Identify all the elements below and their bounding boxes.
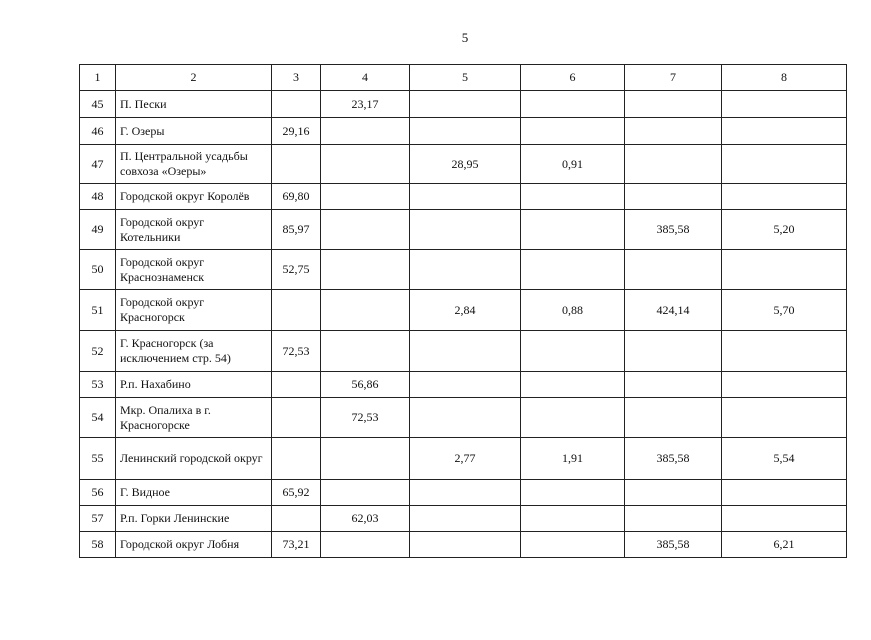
table-row	[80, 372, 847, 398]
cell-col5: 2,77	[410, 438, 521, 480]
row-number: 54	[80, 398, 116, 438]
cell-col4	[321, 145, 410, 184]
cell-col3: 72,53	[272, 331, 321, 372]
column-header: 2	[116, 65, 272, 91]
cell-col5	[410, 118, 521, 145]
cell-col6	[521, 210, 625, 250]
cell-col7	[625, 118, 722, 145]
header-row	[80, 65, 847, 91]
cell-col3	[272, 91, 321, 118]
cell-col6	[521, 184, 625, 210]
cell-col6: 0,88	[521, 290, 625, 331]
locality-name: Г. Красногорск (за исключением стр. 54)	[116, 331, 272, 372]
table-row	[80, 118, 847, 145]
cell-col7	[625, 250, 722, 290]
cell-col8: 5,70	[722, 290, 847, 331]
cell-col8	[722, 398, 847, 438]
locality-name: П. Центральной усадьбы совхоза «Озеры»	[116, 145, 272, 184]
cell-col6	[521, 91, 625, 118]
row-number: 49	[80, 210, 116, 250]
cell-col4	[321, 210, 410, 250]
row-number: 46	[80, 118, 116, 145]
cell-col3: 29,16	[272, 118, 321, 145]
cell-col7	[625, 91, 722, 118]
table-row	[80, 438, 847, 480]
cell-col8	[722, 184, 847, 210]
table-row	[80, 398, 847, 438]
cell-col3: 65,92	[272, 480, 321, 506]
cell-col3	[272, 145, 321, 184]
cell-col8	[722, 480, 847, 506]
cell-col3	[272, 506, 321, 532]
cell-col6	[521, 118, 625, 145]
cell-col3: 85,97	[272, 210, 321, 250]
table-row	[80, 250, 847, 290]
cell-col5	[410, 331, 521, 372]
column-header: 7	[625, 65, 722, 91]
column-header: 6	[521, 65, 625, 91]
cell-col4: 62,03	[321, 506, 410, 532]
row-number: 51	[80, 290, 116, 331]
locality-name: Ленинский городской округ	[116, 438, 272, 480]
cell-col8	[722, 372, 847, 398]
cell-col4	[321, 184, 410, 210]
locality-name: Городской округ Котельники	[116, 210, 272, 250]
column-header: 4	[321, 65, 410, 91]
table-row	[80, 480, 847, 506]
column-header: 3	[272, 65, 321, 91]
cell-col7	[625, 372, 722, 398]
cell-col5	[410, 184, 521, 210]
row-number: 47	[80, 145, 116, 184]
cell-col6	[521, 506, 625, 532]
cell-col6	[521, 398, 625, 438]
cell-col3: 69,80	[272, 184, 321, 210]
cell-col3: 73,21	[272, 532, 321, 558]
locality-name: Г. Озеры	[116, 118, 272, 145]
cell-col7	[625, 480, 722, 506]
cell-col5	[410, 250, 521, 290]
cell-col5: 28,95	[410, 145, 521, 184]
cell-col5	[410, 506, 521, 532]
locality-name: Городской округ Краснознаменск	[116, 250, 272, 290]
row-number: 53	[80, 372, 116, 398]
cell-col5	[410, 91, 521, 118]
locality-name: Городской округ Красногорск	[116, 290, 272, 331]
cell-col8	[722, 91, 847, 118]
row-number: 58	[80, 532, 116, 558]
cell-col6	[521, 372, 625, 398]
table-row	[80, 506, 847, 532]
cell-col8	[722, 250, 847, 290]
cell-col3	[272, 438, 321, 480]
cell-col3	[272, 398, 321, 438]
cell-col7	[625, 184, 722, 210]
cell-col4	[321, 290, 410, 331]
cell-col4	[321, 438, 410, 480]
cell-col3	[272, 372, 321, 398]
cell-col8	[722, 118, 847, 145]
table-row	[80, 290, 847, 331]
cell-col3	[272, 290, 321, 331]
locality-name: Г. Видное	[116, 480, 272, 506]
row-number: 48	[80, 184, 116, 210]
cell-col4	[321, 331, 410, 372]
cell-col4: 72,53	[321, 398, 410, 438]
table-row	[80, 145, 847, 184]
locality-name: Р.п. Нахабино	[116, 372, 272, 398]
cell-col8: 5,54	[722, 438, 847, 480]
cell-col4	[321, 250, 410, 290]
cell-col5	[410, 532, 521, 558]
locality-name: Мкр. Опалиха в г. Красногорске	[116, 398, 272, 438]
row-number: 56	[80, 480, 116, 506]
cell-col6: 0,91	[521, 145, 625, 184]
table-row	[80, 210, 847, 250]
row-number: 52	[80, 331, 116, 372]
column-header: 5	[410, 65, 521, 91]
cell-col8	[722, 331, 847, 372]
cell-col6	[521, 480, 625, 506]
cell-col7: 385,58	[625, 532, 722, 558]
cell-col4	[321, 532, 410, 558]
cell-col6	[521, 250, 625, 290]
row-number: 45	[80, 91, 116, 118]
table-body	[80, 91, 847, 558]
cell-col8: 5,20	[722, 210, 847, 250]
cell-col7	[625, 506, 722, 532]
row-number: 55	[80, 438, 116, 480]
cell-col4: 56,86	[321, 372, 410, 398]
locality-name: Городской округ Лобня	[116, 532, 272, 558]
locality-name: П. Пески	[116, 91, 272, 118]
cell-col7: 385,58	[625, 210, 722, 250]
cell-col6: 1,91	[521, 438, 625, 480]
cell-col7: 385,58	[625, 438, 722, 480]
locality-name: Р.п. Горки Ленинские	[116, 506, 272, 532]
cell-col5	[410, 398, 521, 438]
cell-col7	[625, 331, 722, 372]
cell-col6	[521, 532, 625, 558]
cell-col7	[625, 145, 722, 184]
cell-col6	[521, 331, 625, 372]
cell-col4	[321, 480, 410, 506]
table-row	[80, 91, 847, 118]
tariff-table	[79, 64, 847, 558]
cell-col7	[625, 398, 722, 438]
table-row	[80, 184, 847, 210]
locality-name: Городской округ Королёв	[116, 184, 272, 210]
cell-col3: 52,75	[272, 250, 321, 290]
cell-col8	[722, 145, 847, 184]
table-row	[80, 331, 847, 372]
row-number: 57	[80, 506, 116, 532]
cell-col5	[410, 480, 521, 506]
cell-col4: 23,17	[321, 91, 410, 118]
row-number: 50	[80, 250, 116, 290]
page-number: 5	[461, 30, 469, 45]
cell-col5	[410, 372, 521, 398]
cell-col7: 424,14	[625, 290, 722, 331]
cell-col5	[410, 210, 521, 250]
column-header: 1	[80, 65, 116, 91]
cell-col8: 6,21	[722, 532, 847, 558]
cell-col5: 2,84	[410, 290, 521, 331]
cell-col8	[722, 506, 847, 532]
table-row	[80, 532, 847, 558]
column-header: 8	[722, 65, 847, 91]
cell-col4	[321, 118, 410, 145]
